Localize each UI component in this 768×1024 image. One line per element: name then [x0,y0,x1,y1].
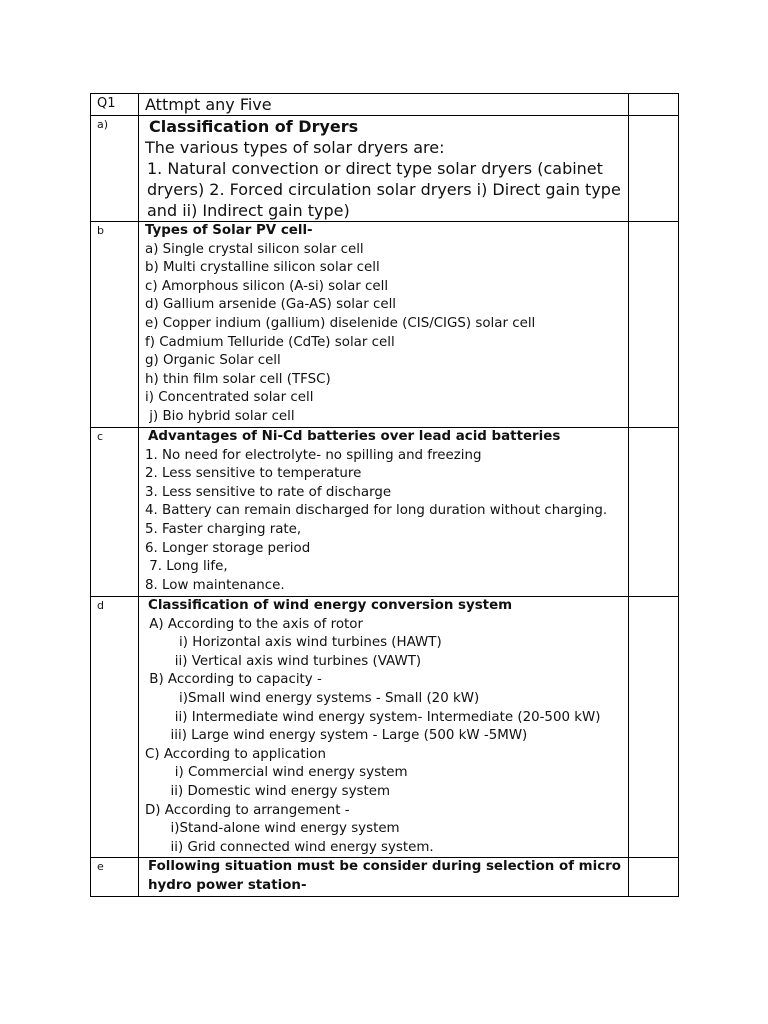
marks-cell [629,428,679,597]
list-item: 1. No need for electrolyte- no spilling and freezing [145,447,482,463]
marks-cell [629,222,679,428]
list-item: 4. Battery can remain discharged for long duration without charging. [145,503,608,519]
row-heading: Advantages of Ni-Cd batteries over lead acid batteries [148,429,561,444]
list-item: 5. Faster charging rate, [145,521,302,537]
list-item: i) Commercial wind energy system [145,765,408,781]
answer-table [90,93,679,897]
list-item: 8. Low maintenance. [145,577,285,593]
answer-intro: The various types of solar dryers are: [145,138,445,157]
list-item: c) Amorphous silicon (A-si) solar cell [145,278,389,294]
list-item: i)Small wind energy systems - Small (20 kW) [145,690,480,706]
table-row [91,94,679,116]
answer-cell [139,428,629,597]
answer-cell [139,222,629,428]
marks-cell [629,94,679,116]
list-item: 3. Less sensitive to rate of discharge [145,484,392,500]
list-item: ii) Intermediate wind energy system- Intermediate (20-500 kW) [145,709,601,725]
list-item: D) According to arrangement - [145,802,350,818]
list-item: d) Gallium arsenide (Ga-AS) solar cell [145,297,397,313]
question-number: b [91,222,139,428]
list-item: a) Single crystal silicon solar cell [145,241,364,257]
table-row [91,116,679,222]
list-item: iii) Large wind energy system - Large (500 kW -5MW) [145,728,528,744]
marks-cell [629,858,679,897]
marks-cell [629,597,679,858]
table-row [91,428,679,597]
list-item: j) Bio hybrid solar cell [145,408,295,424]
list-item: 2. Less sensitive to temperature [145,466,362,482]
list-item: f) Cadmium Telluride (CdTe) solar cell [145,334,395,350]
list-item: ii) Domestic wind energy system [145,783,391,799]
row-heading: Types of Solar PV cell- [145,223,313,238]
list-item: i) Horizontal axis wind turbines (HAWT) [145,635,442,651]
question-number: c [91,428,139,597]
row-heading: Attmpt any Five [145,95,272,114]
table-row [91,222,679,428]
answer-text: 1. Natural convection or direct type solar dryers (cabinet dryers) 2. Forced circulation solar dryers i) Direct gain type and ii) Indirect gain type) [147,159,621,220]
list-item: b) Multi crystalline silicon solar cell [145,260,380,276]
list-item: ii) Vertical axis wind turbines (VAWT) [145,653,422,669]
list-item: A) According to the axis of rotor [145,616,364,632]
answer-cell [139,116,629,222]
list-item: 7. Long life, [145,559,228,575]
list-item: g) Organic Solar cell [145,353,281,369]
row-heading: Classification of wind energy conversion system [148,598,513,613]
question-number: Q1 [91,94,139,116]
question-number: a) [91,116,139,222]
row-heading: Classification of Dryers [149,117,359,136]
table-row [91,597,679,858]
marks-cell [629,116,679,222]
list-item: ii) Grid connected wind energy system. [145,839,434,855]
list-item: C) According to application [145,746,326,762]
list-item: B) According to capacity - [145,672,322,688]
list-item: i) Concentrated solar cell [145,390,314,406]
question-number: d [91,597,139,858]
list-item: 6. Longer storage period [145,540,311,556]
question-number: e [91,858,139,897]
list-item: h) thin film solar cell (TFSC) [145,371,331,387]
instruction-text [139,94,629,116]
row-heading: Following situation must be consider during selection of micro hydro power station- [148,859,621,893]
table-row [91,858,679,897]
answer-cell [139,597,629,858]
answer-cell [139,858,629,897]
list-item: i)Stand-alone wind energy system [145,821,400,837]
list-item: e) Copper indium (gallium) diselenide (CIS/CIGS) solar cell [145,315,536,331]
